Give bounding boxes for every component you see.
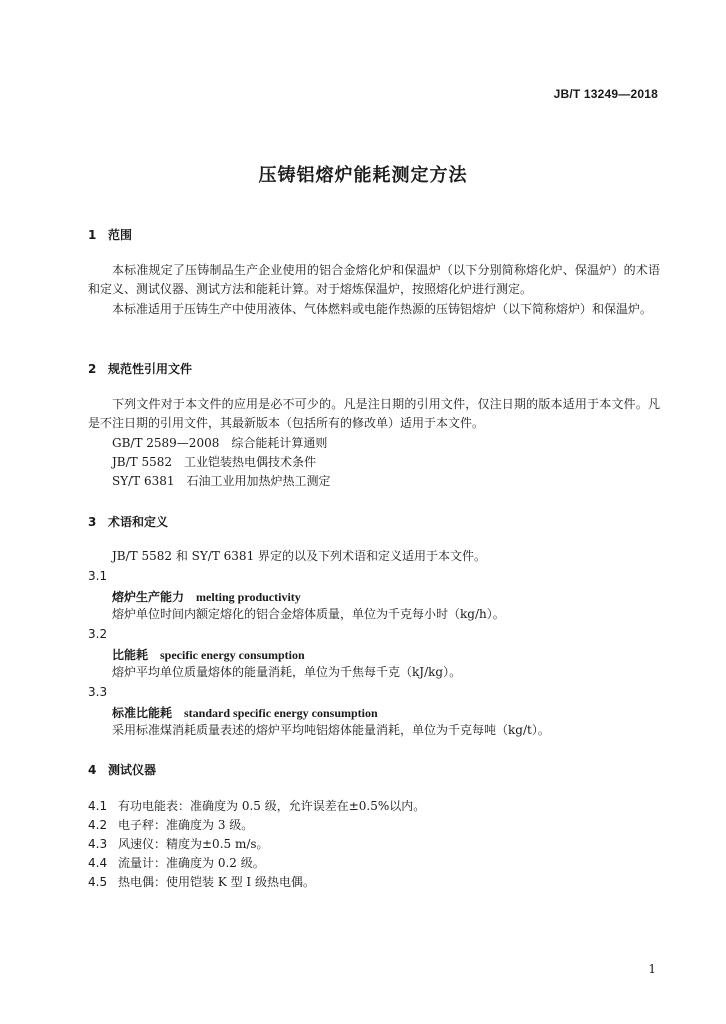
instrument-item <box>88 835 269 852</box>
item-text: 有功电能表：准确度为 0.5 级，允许误差在±0.5%以内。 <box>118 799 426 813</box>
item-number: 4.4 <box>88 856 108 870</box>
section-title: 测试仪器 <box>108 763 157 777</box>
section-number: 1 <box>88 228 97 242</box>
item-number: 4.1 <box>88 799 108 813</box>
item-number: 4.5 <box>88 875 108 889</box>
item-text: 电子秤：准确度为 3 级。 <box>118 818 254 832</box>
term-definition: 熔炉平均单位质量熔体的能量消耗，单位为千焦每千克（kJ/kg）。 <box>112 665 462 679</box>
document-title: 压铸铝熔炉能耗测定方法 <box>258 165 468 186</box>
term-number: 3.1 <box>88 569 108 583</box>
instrument-item <box>88 797 425 814</box>
page-number: 1 <box>648 962 656 976</box>
scope-paragraph-1: 本标准规定了压铸制品生产企业使用的铝合金熔化炉和保温炉（以下分别简称熔化炉、保温炉）的术语和定义、测试仪器、测试方法和能耗计算。对于熔炼保温炉，按照熔化炉进行测定。 <box>88 263 660 296</box>
section-title: 范围 <box>108 228 133 242</box>
scope-paragraph-2: 本标准适用于压铸生产中使用液体、气体燃料或电能作热源的压铸铝熔炉（以下简称熔炉）和保温炉。 <box>112 302 653 316</box>
term-name-en: melting productivity <box>196 590 301 604</box>
instrument-item <box>88 873 315 890</box>
section-heading-3 <box>88 513 168 530</box>
term-name-en: specific energy consumption <box>160 648 305 662</box>
term-definition: 采用标准煤消耗质量表述的熔炉平均吨铝熔体能量消耗，单位为千克每吨（kg/t）。 <box>112 723 550 737</box>
item-text: 风速仪：精度为±0.5 m/s。 <box>118 837 269 851</box>
section-number: 2 <box>88 362 97 376</box>
term-name-cn: 熔炉生产能力 <box>112 590 185 604</box>
item-text: 热电偶：使用铠装 K 型 I 级热电偶。 <box>118 875 315 889</box>
item-number: 4.2 <box>88 818 108 832</box>
standard-code: JB/T 13249—2018 <box>553 87 658 101</box>
section-heading-4 <box>88 761 156 778</box>
section-heading-1 <box>88 226 132 243</box>
instrument-item <box>88 854 265 871</box>
section-number: 4 <box>88 763 97 777</box>
reference-item: GB/T 2589—2008 综合能耗计算通则 <box>112 436 328 450</box>
section-heading-2 <box>88 360 192 377</box>
term-name-cn: 比能耗 <box>112 648 149 662</box>
references-paragraph: 下列文件对于本文件的应用是必不可少的。凡是注日期的引用文件，仅注日期的版本适用于本文件。凡是不注日期的引用文件，其最新版本（包括所有的修改单）适用于本文件。 <box>88 397 660 430</box>
term-name <box>112 646 305 663</box>
term-definition: 熔炉单位时间内额定熔化的铝合金熔体质量，单位为千克每小时（kg/h）。 <box>112 607 505 621</box>
term-number: 3.2 <box>88 627 108 641</box>
term-name-en: standard specific energy consumption <box>184 706 378 720</box>
term-number: 3.3 <box>88 685 108 699</box>
section-title: 规范性引用文件 <box>108 362 193 376</box>
reference-item: SY/T 6381 石油工业用加热炉热工测定 <box>112 474 331 488</box>
term-name <box>112 704 378 721</box>
terms-intro: JB/T 5582 和 SY/T 6381 界定的以及下列术语和定义适用于本文件。 <box>112 549 487 563</box>
section-number: 3 <box>88 515 97 529</box>
term-name-cn: 标准比能耗 <box>112 706 173 720</box>
instrument-item <box>88 816 253 833</box>
reference-item: JB/T 5582 工业铠装热电偶技术条件 <box>112 455 317 469</box>
section-title: 术语和定义 <box>108 515 169 529</box>
term-name <box>112 588 301 605</box>
item-text: 流量计：准确度为 0.2 级。 <box>118 856 265 870</box>
item-number: 4.3 <box>88 837 108 851</box>
